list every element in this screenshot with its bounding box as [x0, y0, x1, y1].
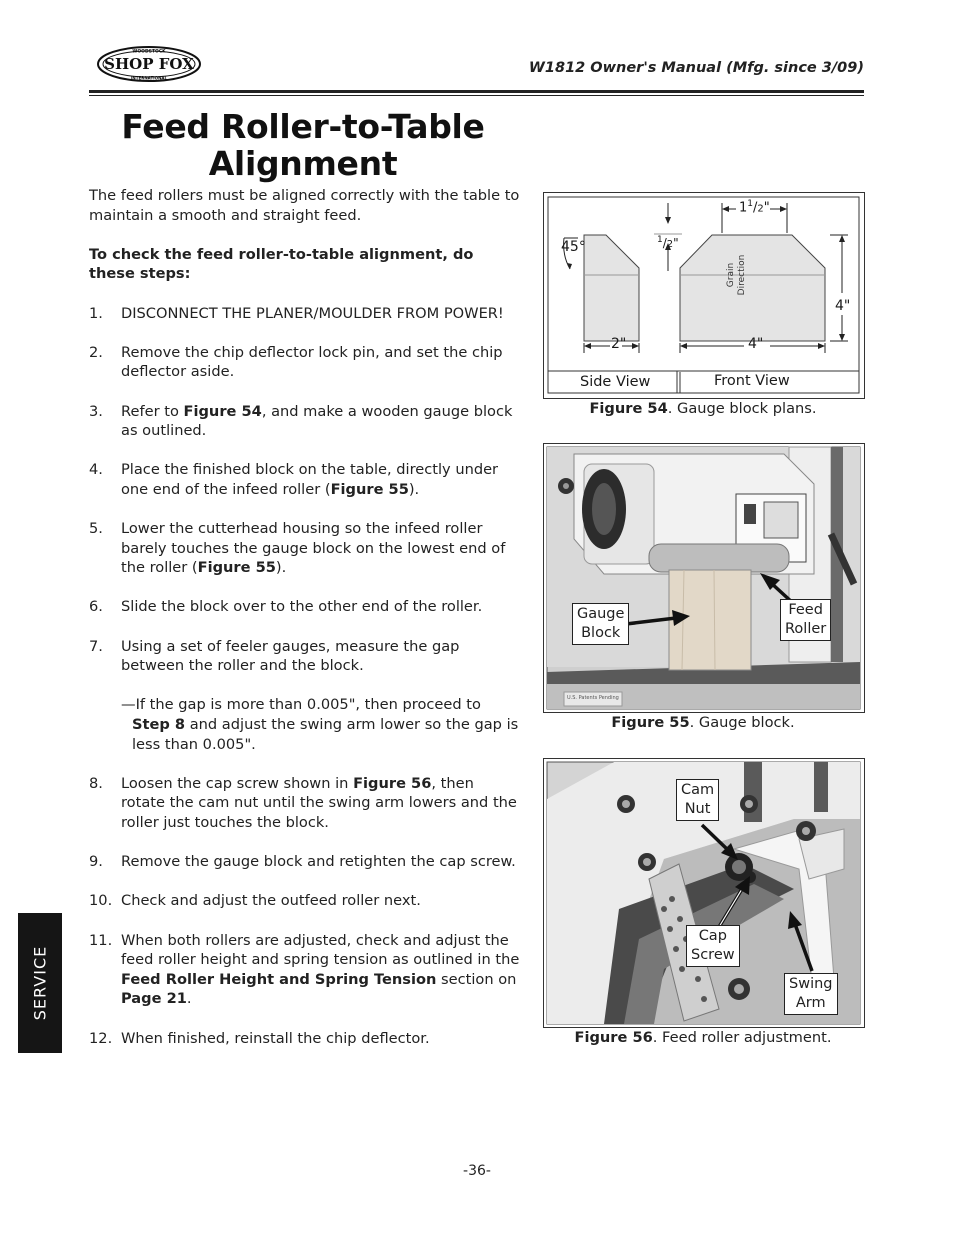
- step-text-part: Place the finished block on the table, directly under one end of the infeed roller (: [121, 461, 499, 498]
- step-text: Remove the gauge block and retighten the cap screw.: [121, 853, 516, 871]
- step-text: [121, 520, 505, 576]
- step-number: 10.: [89, 892, 113, 910]
- caption-text: . Gauge block.: [689, 714, 795, 731]
- callout-line: Cam: [681, 782, 715, 798]
- page-number: -36-: [463, 1163, 491, 1179]
- patent-sticker-text: U.S. Patents Pending: [567, 695, 619, 701]
- figure-56-photo: [543, 758, 865, 1028]
- callout-line: Swing: [789, 976, 833, 992]
- figure-56-caption: [543, 1029, 863, 1046]
- figure-54-diagram: [543, 192, 865, 399]
- step-9: [89, 852, 521, 872]
- step-text-part: Refer to: [121, 402, 184, 420]
- figure-54-caption: [543, 400, 863, 417]
- figure-55-photo: [543, 443, 865, 713]
- step-7-note: [89, 695, 521, 754]
- callout-line: Gauge: [577, 606, 625, 622]
- step-number: 12.: [89, 1029, 113, 1047]
- figure-55-caption: [543, 714, 863, 731]
- step-number: 6.: [89, 598, 103, 616]
- cam-nut-callout: [676, 779, 719, 821]
- half-inch-label: $^1$/2": [657, 235, 679, 250]
- step-text: Using a set of feeler gauges, measure the gap between the roller and the block.: [121, 637, 460, 675]
- intro-paragraph: The feed rollers must be aligned correctly with the table to maintain a smooth and straight feed.: [89, 187, 520, 224]
- step-text-part: , and make a wooden gauge block as outlined.: [121, 402, 513, 440]
- whole-number: 1: [739, 200, 748, 216]
- figure-ref: Figure 55: [330, 480, 409, 498]
- figure-ref: Figure 54: [183, 402, 262, 420]
- step-text-part: ).: [275, 559, 287, 577]
- caption-text: . Feed roller adjustment.: [652, 1029, 832, 1046]
- top-width-label: $1^1/2$": [739, 199, 770, 216]
- step-text: DISCONNECT THE PLANER/MOULDER FROM POWER!: [121, 304, 504, 322]
- step-number: 5.: [89, 520, 103, 538]
- step-text: [121, 461, 498, 498]
- step-text: [121, 403, 512, 440]
- callout-line: Screw: [691, 947, 735, 963]
- header-rule: [89, 90, 864, 93]
- height-label: 4": [835, 298, 851, 314]
- step-number: 11.: [89, 931, 113, 949]
- step-text: Remove the chip deflector lock pin, and set the chip deflector aside.: [121, 343, 503, 381]
- feed-roller-callout: [780, 599, 831, 641]
- step-text-part: ).: [408, 480, 420, 498]
- step-8: [89, 774, 521, 833]
- callout-line: Nut: [684, 801, 711, 817]
- fraction-denominator: 2: [757, 203, 764, 215]
- direction-word: Direction: [737, 254, 747, 296]
- gauge-block-callout: [572, 603, 629, 645]
- step-text: When finished, reinstall the chip deflector.: [121, 1029, 430, 1047]
- step-ref: Step 8: [132, 716, 186, 734]
- step-text-part: section on: [436, 970, 517, 988]
- caption-label: Figure 55: [611, 714, 690, 731]
- step-text-part: When both rollers are adjusted, check and adjust the feed roller height and spring tension as outlined in the: [121, 931, 520, 969]
- step-2: [89, 343, 521, 382]
- step-text: [121, 775, 517, 831]
- step-text: [121, 932, 519, 1008]
- grain-word: Grain: [726, 262, 736, 288]
- step-number: 4.: [89, 461, 103, 479]
- swing-arm-callout: [784, 973, 838, 1015]
- step-4: [89, 460, 521, 499]
- inch-mark: ": [673, 236, 679, 250]
- step-10: [89, 891, 521, 911]
- step-text-part: , then rotate the cam nut until the swing arm lowers and the roller just touches the block.: [121, 774, 517, 831]
- figure-ref: Figure 55: [197, 559, 276, 577]
- step-text-part: .: [186, 990, 192, 1008]
- step-number: 3.: [89, 402, 103, 420]
- step-text-part: Lower the cutterhead housing so the infeed roller barely touches the gauge block on the lowest end of the roller (: [121, 520, 506, 577]
- step-number: 7.: [89, 637, 103, 655]
- callout-line: Cap: [698, 928, 727, 944]
- step-5: [89, 519, 521, 578]
- step-12: [89, 1029, 521, 1049]
- logo-text: SHOP FOX: [104, 55, 194, 73]
- front-view-label: Front View: [714, 373, 790, 389]
- caption-text: . Gauge block plans.: [667, 400, 817, 417]
- step-7-note-text: [121, 695, 521, 754]
- step-3: [89, 402, 521, 441]
- front-width-label: 4": [748, 336, 764, 352]
- section-tab-label: SERVICE: [30, 945, 50, 1021]
- step-number: 8.: [89, 774, 103, 792]
- callout-line: Arm: [795, 995, 826, 1011]
- note-part: —If the gap is more than 0.005", then proceed to: [121, 696, 481, 714]
- callout-line: Block: [581, 625, 621, 641]
- gauge-block-drawing: [544, 193, 864, 398]
- page-title-line1: Feed Roller-to-Table: [121, 107, 485, 146]
- step-1: [89, 304, 521, 324]
- callout-line: Feed: [788, 602, 823, 618]
- section-ref: Feed Roller Height and Spring Tension: [121, 970, 437, 988]
- manual-title: W1812 Owner's Manual (Mfg. since 3/09): [528, 60, 864, 76]
- step-number: 1.: [89, 304, 103, 322]
- note-part: and adjust the swing arm lower so the gap is less than 0.005".: [132, 716, 519, 753]
- caption-label: Figure 54: [589, 400, 668, 417]
- step-text-part: Loosen the cap screw shown in: [121, 774, 354, 792]
- side-view-label: Side View: [580, 374, 651, 390]
- angle-label: 45°: [561, 239, 586, 255]
- figure-ref: Figure 56: [353, 774, 432, 792]
- step-text: Check and adjust the outfeed roller next.: [121, 892, 421, 910]
- page-title: [89, 108, 517, 182]
- logo-ring-top: WOODSTOCK: [132, 49, 166, 55]
- gauge-block-photo: [544, 444, 864, 712]
- caption-label: Figure 56: [574, 1029, 653, 1046]
- shop-fox-logo: [96, 44, 202, 84]
- inch-mark: ": [763, 200, 770, 216]
- step-6: [89, 597, 521, 617]
- fraction-numerator: 1: [657, 235, 663, 245]
- step-number: 2.: [89, 343, 103, 361]
- step-11: [89, 931, 521, 1009]
- logo-ring-bottom: INTERNATIONAL: [130, 75, 168, 81]
- body-text: [89, 186, 521, 1068]
- steps-lead: To check the feed roller-to-table alignment, do these steps:: [89, 245, 474, 283]
- fraction-numerator: 1: [747, 199, 754, 209]
- page-title-line2: Alignment: [208, 144, 398, 183]
- callout-line: Roller: [785, 621, 827, 637]
- step-7: [89, 637, 521, 676]
- cap-screw-callout: [686, 925, 740, 967]
- header-rule-thin: [89, 95, 864, 96]
- step-text: Slide the block over to the other end of the roller.: [121, 598, 483, 616]
- fraction-denominator: 2: [666, 239, 674, 250]
- grain-direction-label: [726, 245, 748, 305]
- side-width-label: 2": [611, 336, 627, 352]
- section-tab: [18, 913, 62, 1053]
- step-number: 9.: [89, 853, 103, 871]
- page-ref: Page 21: [121, 990, 187, 1008]
